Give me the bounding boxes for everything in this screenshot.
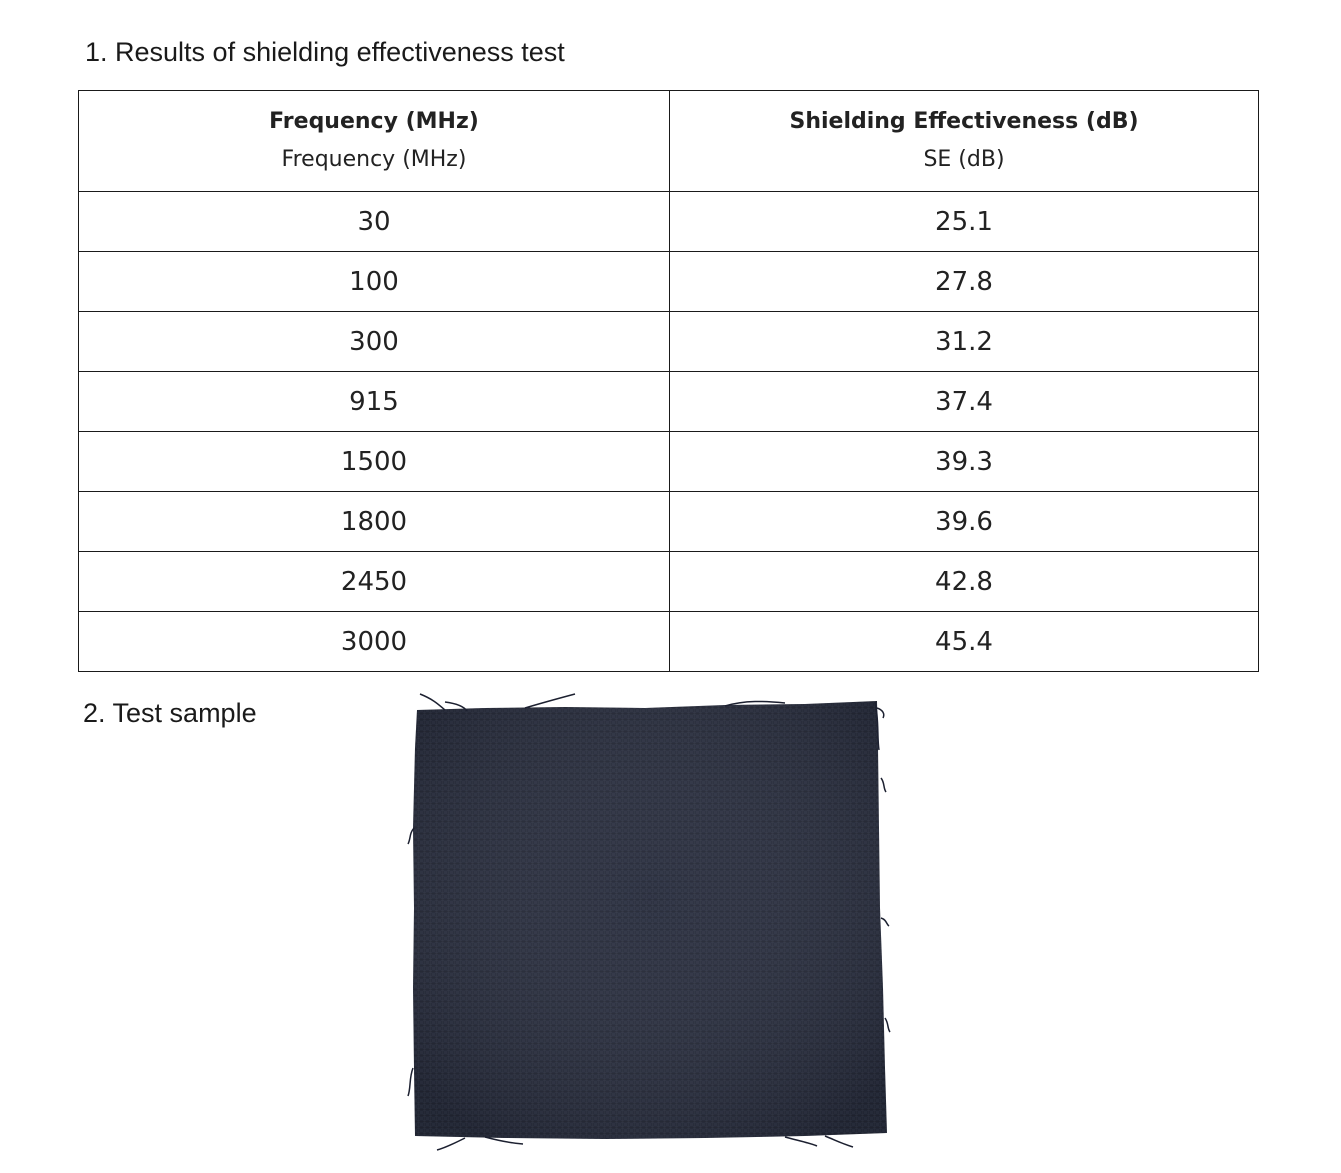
se-cell: 27.8 — [670, 252, 1259, 312]
table-row — [79, 612, 1259, 672]
table-header-row — [79, 91, 1259, 192]
frequency-cell: 30 — [79, 192, 670, 252]
frequency-header-sublabel: Frequency (MHz) — [281, 147, 467, 172]
table-row — [79, 492, 1259, 552]
shielding-results-table — [78, 90, 1259, 672]
se-cell: 37.4 — [670, 372, 1259, 432]
frequency-cell: 3000 — [79, 612, 670, 672]
se-cell: 45.4 — [670, 612, 1259, 672]
frequency-cell: 300 — [79, 312, 670, 372]
fabric-sample-image — [405, 688, 895, 1158]
frequency-header-label: Frequency (MHz) — [269, 109, 479, 134]
frequency-cell: 1800 — [79, 492, 670, 552]
frequency-cell: 100 — [79, 252, 670, 312]
table-row — [79, 252, 1259, 312]
table-row — [79, 432, 1259, 492]
results-heading: 1. Results of shielding effectiveness test — [85, 37, 565, 67]
table-row — [79, 552, 1259, 612]
frequency-cell: 2450 — [79, 552, 670, 612]
table-row — [79, 372, 1259, 432]
se-column-header — [670, 91, 1259, 192]
se-cell: 42.8 — [670, 552, 1259, 612]
se-cell: 39.3 — [670, 432, 1259, 492]
se-cell: 25.1 — [670, 192, 1259, 252]
frequency-cell: 915 — [79, 372, 670, 432]
se-cell: 39.6 — [670, 492, 1259, 552]
frequency-column-header — [79, 91, 670, 192]
se-header-sublabel: SE (dB) — [923, 147, 1005, 172]
frequency-cell: 1500 — [79, 432, 670, 492]
sample-heading: 2. Test sample — [83, 698, 257, 728]
table-row — [79, 312, 1259, 372]
se-cell: 31.2 — [670, 312, 1259, 372]
se-header-label: Shielding Effectiveness (dB) — [789, 109, 1139, 134]
table-row — [79, 192, 1259, 252]
